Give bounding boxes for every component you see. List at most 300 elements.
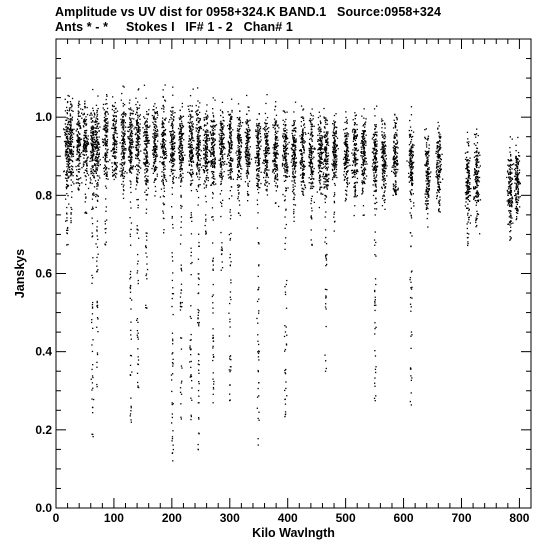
data-point bbox=[248, 127, 249, 128]
data-point bbox=[262, 162, 263, 163]
data-point bbox=[97, 132, 98, 133]
data-point bbox=[213, 270, 214, 271]
data-point bbox=[197, 322, 198, 323]
data-point bbox=[155, 113, 156, 114]
data-point bbox=[86, 138, 87, 139]
data-point bbox=[163, 151, 164, 152]
data-point bbox=[146, 161, 147, 162]
data-point bbox=[231, 151, 232, 152]
data-point bbox=[173, 119, 174, 120]
data-point bbox=[156, 107, 157, 108]
data-point bbox=[174, 151, 175, 152]
data-point bbox=[241, 125, 242, 126]
data-point bbox=[275, 154, 276, 155]
data-point bbox=[135, 188, 136, 189]
data-point bbox=[121, 124, 122, 125]
data-point bbox=[68, 145, 69, 146]
data-point bbox=[131, 422, 132, 423]
data-point bbox=[97, 184, 98, 185]
data-point bbox=[104, 143, 105, 144]
data-point bbox=[161, 181, 162, 182]
data-point bbox=[249, 166, 250, 167]
x-tick-label: 200 bbox=[161, 511, 182, 525]
data-point bbox=[139, 127, 140, 128]
data-point bbox=[199, 160, 200, 161]
data-point bbox=[257, 157, 258, 158]
data-point bbox=[205, 231, 206, 232]
data-point bbox=[221, 141, 222, 142]
data-point bbox=[274, 128, 275, 129]
data-point bbox=[296, 158, 297, 159]
data-point bbox=[238, 212, 239, 213]
data-point bbox=[123, 170, 124, 171]
data-point bbox=[180, 115, 181, 116]
data-point bbox=[222, 164, 223, 165]
data-point bbox=[190, 305, 191, 306]
data-point bbox=[131, 339, 132, 340]
data-point bbox=[221, 242, 222, 243]
data-point bbox=[136, 181, 137, 182]
data-point bbox=[84, 142, 85, 143]
data-point bbox=[70, 212, 71, 213]
data-point bbox=[130, 125, 131, 126]
data-point bbox=[135, 158, 136, 159]
data-point bbox=[258, 395, 259, 396]
data-point bbox=[238, 186, 239, 187]
data-point bbox=[68, 148, 69, 149]
data-point bbox=[206, 169, 207, 170]
data-point bbox=[278, 206, 279, 207]
data-point bbox=[239, 110, 240, 111]
data-point bbox=[258, 287, 259, 288]
data-point bbox=[241, 179, 242, 180]
data-point bbox=[265, 135, 266, 136]
data-point bbox=[181, 175, 182, 176]
data-point bbox=[211, 135, 212, 136]
data-point bbox=[230, 128, 231, 129]
data-point bbox=[135, 154, 136, 155]
data-point bbox=[265, 177, 266, 178]
data-point bbox=[221, 175, 222, 176]
data-point bbox=[96, 105, 97, 106]
data-point bbox=[205, 155, 206, 156]
data-point bbox=[197, 155, 198, 156]
data-point bbox=[66, 172, 67, 173]
data-point bbox=[172, 121, 173, 122]
data-point bbox=[146, 240, 147, 241]
data-point bbox=[180, 117, 181, 118]
data-point bbox=[238, 166, 239, 167]
data-point bbox=[157, 117, 158, 118]
data-point bbox=[107, 122, 108, 123]
data-point bbox=[125, 144, 126, 145]
data-point bbox=[129, 117, 130, 118]
data-point bbox=[84, 123, 85, 124]
data-point bbox=[104, 117, 105, 118]
data-point bbox=[147, 154, 148, 155]
data-point bbox=[172, 173, 173, 174]
data-point bbox=[273, 155, 274, 156]
data-point bbox=[173, 182, 174, 183]
data-point bbox=[197, 137, 198, 138]
data-point bbox=[275, 175, 276, 176]
data-point bbox=[154, 103, 155, 104]
data-point bbox=[223, 176, 224, 177]
data-point bbox=[67, 170, 68, 171]
data-point bbox=[85, 161, 86, 162]
data-point bbox=[171, 144, 172, 145]
data-point bbox=[224, 171, 225, 172]
data-point bbox=[178, 177, 179, 178]
data-point bbox=[69, 163, 70, 164]
data-point bbox=[210, 165, 211, 166]
data-point bbox=[139, 133, 140, 134]
data-point bbox=[285, 156, 286, 157]
data-point bbox=[109, 159, 110, 160]
data-point bbox=[137, 117, 138, 118]
data-point bbox=[213, 138, 214, 139]
data-point bbox=[230, 299, 231, 300]
data-point bbox=[107, 112, 108, 113]
data-point bbox=[108, 168, 109, 169]
data-point bbox=[239, 117, 240, 118]
data-point bbox=[191, 233, 192, 234]
data-point bbox=[105, 104, 106, 105]
data-point bbox=[172, 293, 173, 294]
data-point bbox=[295, 204, 296, 205]
data-point bbox=[275, 123, 276, 124]
data-point bbox=[81, 182, 82, 183]
data-point bbox=[247, 172, 248, 173]
data-point bbox=[230, 114, 231, 115]
data-point bbox=[107, 123, 108, 124]
data-point bbox=[264, 163, 265, 164]
data-point bbox=[274, 109, 275, 110]
data-point bbox=[136, 199, 137, 200]
data-point bbox=[231, 135, 232, 136]
data-point bbox=[162, 144, 163, 145]
data-point bbox=[302, 141, 303, 142]
data-point bbox=[90, 151, 91, 152]
data-point bbox=[213, 394, 214, 395]
data-point bbox=[95, 160, 96, 161]
data-point bbox=[129, 129, 130, 130]
data-point bbox=[86, 163, 87, 164]
data-point bbox=[114, 163, 115, 164]
data-point bbox=[90, 155, 91, 156]
data-point bbox=[137, 166, 138, 167]
data-point bbox=[293, 189, 294, 190]
data-point bbox=[220, 171, 221, 172]
data-point bbox=[107, 139, 108, 140]
data-point bbox=[198, 390, 199, 391]
data-point bbox=[66, 166, 67, 167]
data-point bbox=[260, 146, 261, 147]
data-point bbox=[180, 168, 181, 169]
data-point bbox=[91, 275, 92, 276]
data-point bbox=[85, 170, 86, 171]
data-point bbox=[266, 190, 267, 191]
data-point bbox=[191, 380, 192, 381]
data-point bbox=[207, 146, 208, 147]
data-point bbox=[172, 417, 173, 418]
data-point bbox=[267, 143, 268, 144]
data-point bbox=[198, 234, 199, 235]
data-point bbox=[87, 173, 88, 174]
data-point bbox=[157, 174, 158, 175]
data-point bbox=[96, 257, 97, 258]
data-point bbox=[197, 166, 198, 167]
data-point bbox=[138, 146, 139, 147]
data-point bbox=[137, 330, 138, 331]
data-point bbox=[209, 138, 210, 139]
data-point bbox=[198, 284, 199, 285]
data-point bbox=[145, 307, 146, 308]
axis-ticks bbox=[56, 39, 531, 508]
data-point bbox=[257, 129, 258, 130]
data-point bbox=[92, 257, 93, 258]
data-point bbox=[157, 133, 158, 134]
data-point bbox=[249, 130, 250, 131]
data-point bbox=[286, 162, 287, 163]
data-point bbox=[116, 116, 117, 117]
data-point bbox=[140, 114, 141, 115]
data-point bbox=[78, 125, 79, 126]
data-point bbox=[105, 156, 106, 157]
data-point bbox=[230, 123, 231, 124]
data-point bbox=[144, 162, 145, 163]
data-point bbox=[180, 143, 181, 144]
data-point bbox=[92, 158, 93, 159]
data-point bbox=[84, 103, 85, 104]
data-point bbox=[197, 176, 198, 177]
data-points bbox=[63, 84, 521, 461]
data-point bbox=[213, 134, 214, 135]
data-point bbox=[293, 159, 294, 160]
data-point bbox=[83, 121, 84, 122]
data-point bbox=[172, 187, 173, 188]
data-point bbox=[235, 152, 236, 153]
data-point bbox=[91, 398, 92, 399]
data-point bbox=[137, 171, 138, 172]
data-point bbox=[130, 134, 131, 135]
data-point bbox=[70, 141, 71, 142]
data-point bbox=[274, 119, 275, 120]
data-point bbox=[230, 147, 231, 148]
data-point bbox=[154, 133, 155, 134]
data-point bbox=[283, 148, 284, 149]
data-point bbox=[152, 115, 153, 116]
data-point bbox=[219, 135, 220, 136]
data-point bbox=[286, 326, 287, 327]
data-point bbox=[292, 191, 293, 192]
data-point bbox=[190, 316, 191, 317]
data-point bbox=[65, 146, 66, 147]
data-point bbox=[196, 130, 197, 131]
data-point bbox=[191, 274, 192, 275]
data-point bbox=[132, 168, 133, 169]
data-point bbox=[146, 127, 147, 128]
data-point bbox=[85, 198, 86, 199]
data-point bbox=[221, 203, 222, 204]
data-point bbox=[266, 172, 267, 173]
data-point bbox=[212, 147, 213, 148]
data-point bbox=[123, 173, 124, 174]
data-point bbox=[96, 183, 97, 184]
data-point bbox=[223, 148, 224, 149]
data-point bbox=[143, 132, 144, 133]
data-point bbox=[221, 165, 222, 166]
data-point bbox=[72, 130, 73, 131]
chart-title: Amplitude vs UV dist for 0958+324.K BAND.1 Source:0958+324 bbox=[55, 5, 442, 19]
data-point bbox=[124, 150, 125, 151]
data-point bbox=[170, 133, 171, 134]
data-point bbox=[256, 169, 257, 170]
data-point bbox=[66, 134, 67, 135]
data-point bbox=[98, 123, 99, 124]
data-point bbox=[264, 129, 265, 130]
data-point bbox=[293, 213, 294, 214]
data-point bbox=[79, 178, 80, 179]
data-point bbox=[71, 106, 72, 107]
data-point bbox=[246, 133, 247, 134]
data-point bbox=[227, 156, 228, 157]
data-point bbox=[190, 105, 191, 106]
data-point bbox=[92, 199, 93, 200]
data-point bbox=[181, 152, 182, 153]
data-point bbox=[215, 183, 216, 184]
data-point bbox=[137, 174, 138, 175]
data-point bbox=[258, 313, 259, 314]
data-point bbox=[115, 112, 116, 113]
data-point bbox=[246, 175, 247, 176]
data-point bbox=[165, 169, 166, 170]
data-point bbox=[104, 142, 105, 143]
data-point bbox=[69, 131, 70, 132]
data-point bbox=[230, 209, 231, 210]
data-point bbox=[230, 239, 231, 240]
data-point bbox=[259, 129, 260, 130]
data-point bbox=[192, 180, 193, 181]
data-point bbox=[92, 364, 93, 365]
data-point bbox=[276, 152, 277, 153]
data-point bbox=[106, 206, 107, 207]
data-point bbox=[65, 178, 66, 179]
data-point bbox=[131, 127, 132, 128]
data-point bbox=[131, 153, 132, 154]
data-point bbox=[264, 155, 265, 156]
data-point bbox=[180, 110, 181, 111]
data-point bbox=[206, 134, 207, 135]
data-point bbox=[240, 215, 241, 216]
data-point bbox=[124, 162, 125, 163]
data-point bbox=[221, 139, 222, 140]
data-point bbox=[113, 110, 114, 111]
data-point bbox=[112, 144, 113, 145]
data-point bbox=[238, 139, 239, 140]
data-point bbox=[293, 221, 294, 222]
data-point bbox=[71, 191, 72, 192]
data-point bbox=[295, 172, 296, 173]
data-point bbox=[67, 95, 68, 96]
data-point bbox=[73, 129, 74, 130]
data-point bbox=[124, 133, 125, 134]
data-point bbox=[146, 256, 147, 257]
data-point bbox=[93, 116, 94, 117]
data-point bbox=[120, 119, 121, 120]
data-point bbox=[182, 168, 183, 169]
data-point bbox=[161, 162, 162, 163]
data-point bbox=[181, 382, 182, 383]
data-point bbox=[257, 323, 258, 324]
data-point bbox=[77, 146, 78, 147]
data-point bbox=[67, 163, 68, 164]
data-point bbox=[284, 181, 285, 182]
data-point bbox=[230, 265, 231, 266]
data-point bbox=[188, 122, 189, 123]
data-point bbox=[92, 129, 93, 130]
data-point bbox=[172, 453, 173, 454]
data-point bbox=[205, 221, 206, 222]
data-point bbox=[161, 176, 162, 177]
data-point bbox=[93, 176, 94, 177]
data-point bbox=[121, 146, 122, 147]
data-point bbox=[247, 184, 248, 185]
data-point bbox=[133, 118, 134, 119]
data-point bbox=[214, 100, 215, 101]
data-point bbox=[199, 129, 200, 130]
data-point bbox=[172, 460, 173, 461]
data-point bbox=[131, 355, 132, 356]
data-point bbox=[106, 178, 107, 179]
data-point bbox=[97, 221, 98, 222]
data-point bbox=[77, 119, 78, 120]
data-point bbox=[92, 377, 93, 378]
data-point bbox=[205, 168, 206, 169]
data-point bbox=[213, 294, 214, 295]
data-point bbox=[180, 235, 181, 236]
data-point bbox=[212, 379, 213, 380]
data-point bbox=[198, 149, 199, 150]
data-point bbox=[241, 139, 242, 140]
data-point bbox=[180, 205, 181, 206]
data-point bbox=[284, 121, 285, 122]
data-point bbox=[130, 168, 131, 169]
data-point bbox=[294, 137, 295, 138]
data-point bbox=[205, 145, 206, 146]
data-point bbox=[92, 151, 93, 152]
data-point bbox=[68, 165, 69, 166]
data-point bbox=[172, 216, 173, 217]
data-point bbox=[258, 412, 259, 413]
data-point bbox=[138, 89, 139, 90]
data-point bbox=[256, 158, 257, 159]
data-point bbox=[238, 125, 239, 126]
data-point bbox=[258, 359, 259, 360]
data-point bbox=[173, 137, 174, 138]
data-point bbox=[179, 139, 180, 140]
data-point bbox=[196, 189, 197, 190]
data-point bbox=[153, 146, 154, 147]
chart-subtitle: Ants * - * Stokes I IF# 1 - 2 Chan# 1 bbox=[55, 20, 293, 34]
data-point bbox=[228, 170, 229, 171]
data-point bbox=[284, 171, 285, 172]
data-point bbox=[206, 148, 207, 149]
data-point bbox=[115, 108, 116, 109]
data-point bbox=[204, 117, 205, 118]
data-point bbox=[166, 181, 167, 182]
data-point bbox=[207, 116, 208, 117]
